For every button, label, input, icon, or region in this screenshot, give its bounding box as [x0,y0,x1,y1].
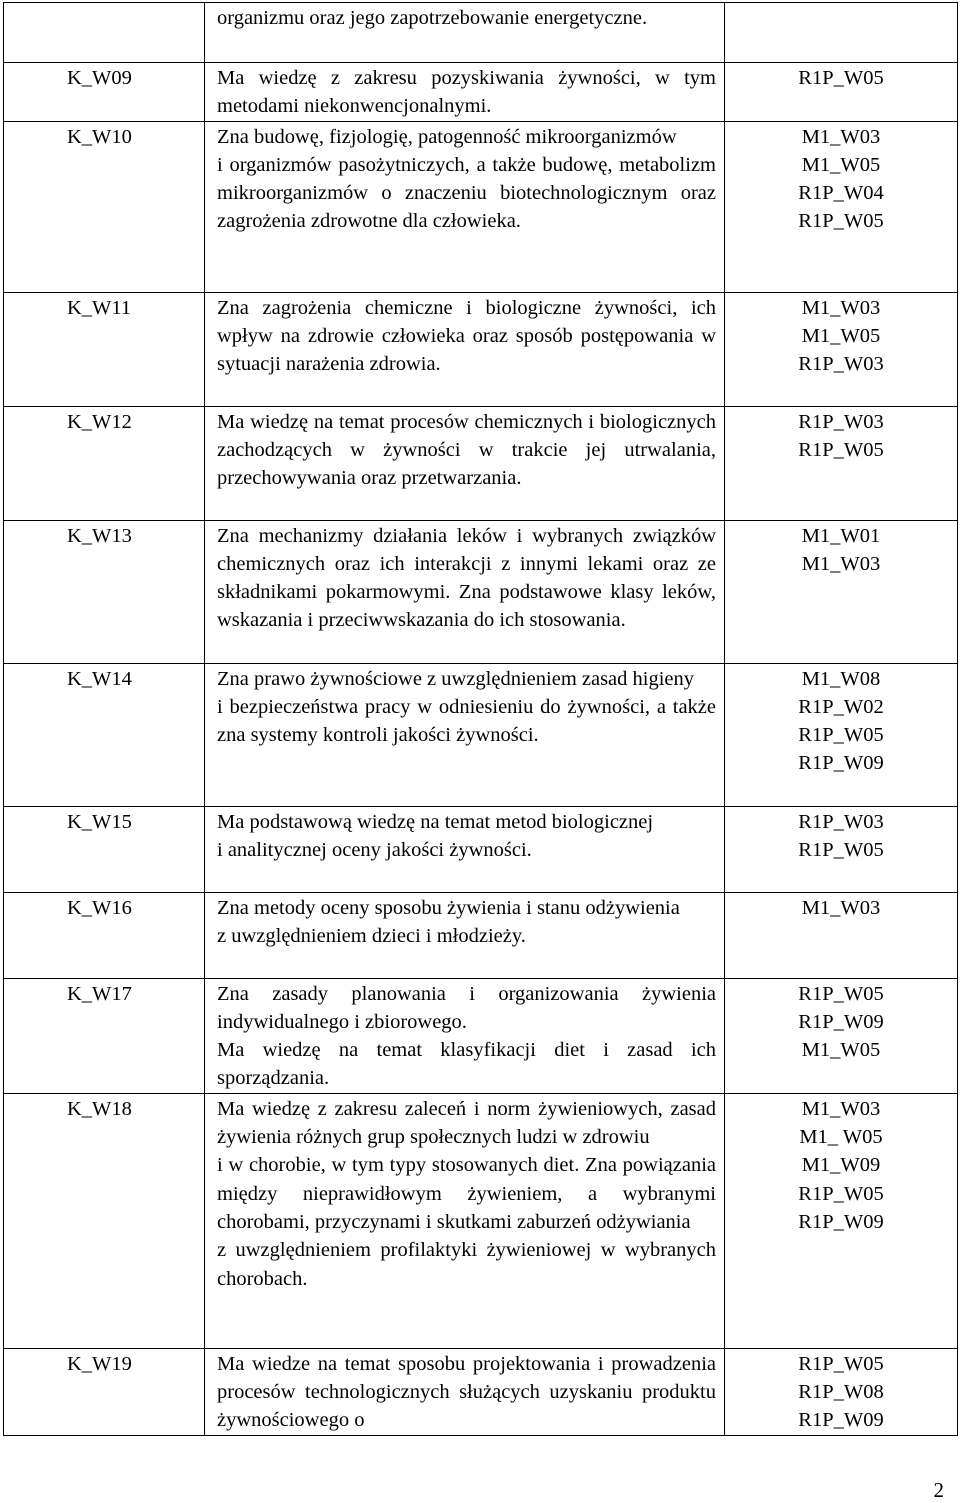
description-paragraph: Zna zagrożenia chemiczne i biologiczne żywności, ich wpływ na zdrowie człowieka oraz sposób postępowania w sytuacji narażenia zdrowia. [217,296,716,376]
reference-code: R1P_W09 [798,1210,884,1233]
outcome-code: K_W16 [4,892,205,978]
table-row [4,1093,958,1348]
outcome-description [205,978,725,1093]
reference-codes [725,978,958,1093]
outcome-description [205,1093,725,1348]
reference-code: M1_W08 [801,667,881,690]
outcome-description [205,892,725,978]
reference-code: M1_W09 [801,1154,881,1177]
reference-codes [725,1093,958,1348]
description-paragraph: i analitycznej oceny jakości żywności. [217,838,532,861]
outcome-code: K_W12 [4,406,205,520]
outcome-code: K_W15 [4,806,205,892]
reference-code: R1P_W02 [798,695,884,718]
learning-outcomes-table [3,2,958,1436]
outcome-description [205,292,725,406]
table-row [4,520,958,663]
outcome-description [205,520,725,663]
reference-code: R1P_W04 [798,182,884,205]
description-paragraph: Zna metody oceny sposobu żywienia i stanu odżywienia [217,896,680,919]
description-paragraph: Zna prawo żywnościowe z uwzględnieniem zasad higieny [217,667,695,690]
description-paragraph: i organizmów pasożytniczych, a także budowę, metabolizm mikroorganizmów o znaczeniu biotechnologicznym oraz zagrożenia zdrowotne dla człowieka. [217,153,716,233]
description-paragraph: Ma wiedzę na temat procesów chemicznych i biologicznych zachodzących w żywności w trakcie jej utrwalania, przechowywania oraz przetwarzania. [217,410,716,490]
outcome-description [205,806,725,892]
outcome-description [205,1348,725,1435]
table-row [4,3,958,63]
page-number: 2 [933,1478,944,1502]
reference-codes [725,806,958,892]
reference-code: R1P_W05 [798,438,884,461]
reference-code: M1_W03 [801,896,881,919]
reference-code: R1P_W05 [798,982,884,1005]
reference-code: R1P_W03 [798,810,884,833]
reference-code: M1_W05 [801,1039,881,1062]
table-row [4,292,958,406]
reference-code: R1P_W05 [798,210,884,233]
reference-code: R1P_W08 [798,1381,884,1404]
reference-code: R1P_W05 [798,1182,884,1205]
description-paragraph: z uwzględnieniem dzieci i młodzieży. [217,924,526,947]
table-row [4,121,958,292]
reference-code: M1_W05 [801,324,881,347]
reference-code: R1P_W09 [798,1010,884,1033]
reference-code: R1P_W05 [798,838,884,861]
reference-code: M1_W03 [801,125,881,148]
outcome-description [205,663,725,806]
reference-codes [725,892,958,978]
description-paragraph: Ma wiedzę z zakresu pozyskiwania żywności, w tym metodami niekonwencjonalnymi. [217,67,716,118]
description-paragraph: Ma wiedze na temat sposobu projektowania i prowadzenia procesów technologicznych służących uzyskaniu produktu żywnościowego o [217,1352,716,1432]
table-row [4,663,958,806]
reference-code: R1P_W09 [798,752,884,775]
reference-codes [725,121,958,292]
table-row [4,1348,958,1435]
description-paragraph: z uwzględnieniem profilaktyki żywieniowej w wybranych chorobach. [217,1239,716,1290]
reference-code: R1P_W09 [798,1409,884,1432]
reference-codes [725,520,958,663]
table-row [4,978,958,1093]
outcome-code: K_W11 [4,292,205,406]
reference-codes [725,63,958,122]
table-row [4,892,958,978]
table-row [4,63,958,122]
description-paragraph: Zna budowę, fizjologię, patogenność mikroorganizmów [217,125,677,148]
outcome-code: K_W19 [4,1348,205,1435]
description-paragraph: Ma wiedzę z zakresu zaleceń i norm żywieniowych, zasad żywienia różnych grup społecznych ludzi w zdrowiu [217,1097,716,1149]
reference-code: M1_W03 [801,296,881,319]
description-paragraph: i bezpieczeństwa pracy w odniesieniu do żywności, a także zna systemy kontroli jakości żywności. [217,695,716,747]
description-paragraph: Zna zasady planowania i organizowania żywienia indywidualnego i zbiorowego. [217,982,716,1033]
outcome-description [205,121,725,292]
table-row [4,406,958,520]
outcome-code: K_W10 [4,121,205,292]
reference-code: R1P_W05 [798,67,884,89]
outcome-code [4,3,205,63]
reference-code: M1_ W05 [799,1126,883,1149]
outcome-code: K_W18 [4,1093,205,1348]
reference-code: M1_W03 [801,552,881,575]
description-paragraph: Ma wiedzę na temat klasyfikacji diet i zasad ich sporządzania. [217,1039,716,1090]
reference-code: R1P_W03 [798,410,884,433]
description-paragraph: organizmu oraz jego zapotrzebowanie energetyczne. [217,7,648,29]
reference-codes [725,663,958,806]
reference-codes [725,292,958,406]
reference-code: M1_W03 [801,1097,881,1120]
reference-codes [725,406,958,520]
reference-code: R1P_W03 [798,353,884,376]
outcome-description [205,63,725,122]
outcome-code: K_W13 [4,520,205,663]
description-paragraph: Ma podstawową wiedzę na temat metod biologicznej [217,810,654,833]
reference-codes [725,3,958,63]
outcome-description [205,406,725,520]
reference-codes [725,1348,958,1435]
outcome-code: K_W09 [4,63,205,122]
reference-code: R1P_W05 [798,1352,884,1375]
table-body [4,3,958,1436]
description-paragraph: Zna mechanizmy działania leków i wybranych związków chemicznych oraz ich interakcji z innymi lekami oraz ze składnikami pokarmowymi. Zna podstawowe klasy leków, wskazania i przeciwwskazania do ich stosowania. [217,524,716,632]
reference-code: M1_W05 [801,153,881,176]
outcome-code: K_W14 [4,663,205,806]
description-paragraph: i w chorobie, w tym typy stosowanych diet. Zna powiązania między nieprawidłowym żywieniem, a wybranymi chorobami, przyczynami i skutkami zaburzeń odżywiania [217,1154,716,1233]
reference-code: R1P_W05 [798,724,884,747]
table-row [4,806,958,892]
outcome-code: K_W17 [4,978,205,1093]
outcome-description [205,3,725,63]
reference-code: M1_W01 [801,524,881,547]
